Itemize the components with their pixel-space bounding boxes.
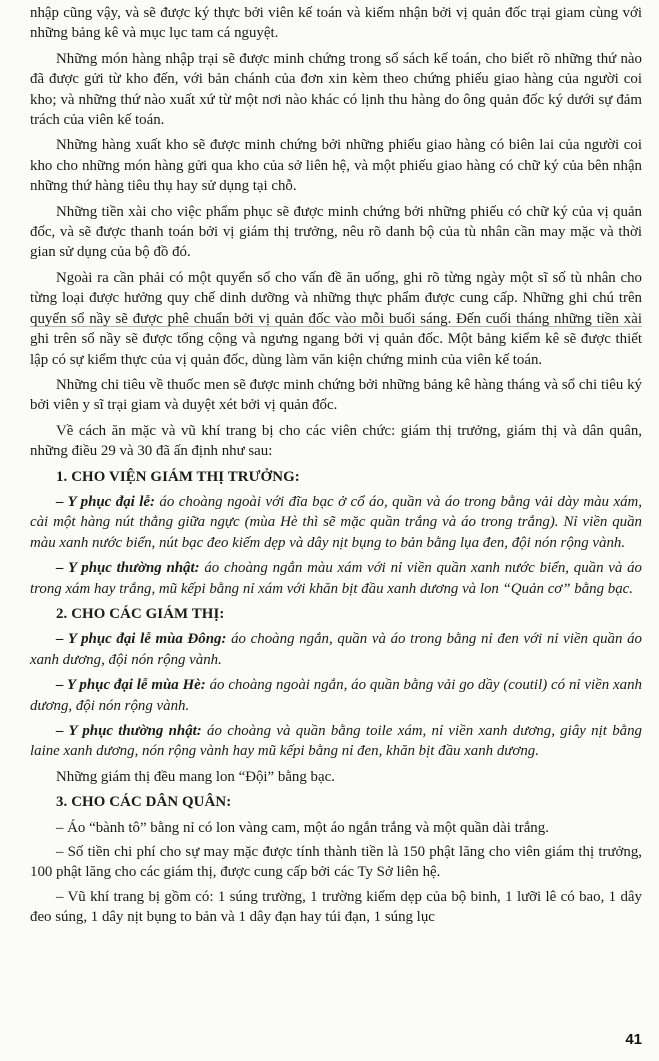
paragraph-uniform-intro: Về cách ăn mặc và vũ khí trang bị cho các viên chức: giám thị trưởng, giám thị và dân quân, những điều 29 và 30 đã ấn định như sau:	[30, 422, 642, 460]
item-text: áo choàng ngắn, quần và áo trong bằng nỉ đen với nỉ viền quần áo xanh dương, đội nón rộng vành.	[30, 631, 642, 668]
wardens-summer-dress	[30, 675, 642, 716]
militia-weapons-item: – Vũ khí trang bị gồm có: 1 súng trường, 1 trường kiếm dẹp của bộ binh, 1 lưỡi lê có bao, 1 dây đeo súng, 1 dây nịt bụng to bản và 1 dây đạn hay túi đạn, 1 súng lục	[30, 888, 642, 926]
paragraph-continuation: nhập cũng vậy, và sẽ được ký thực bởi viên kế toán và kiểm nhận bởi vị quản đốc trại giam cùng với những bảng kê và mục lục tam cá nguyệt.	[30, 5, 642, 42]
item-lead: – Y phục đại lễ mùa Hè:	[56, 677, 206, 694]
militia-clothing-cost-item: – Số tiền chi phí cho sự may mặc được tính thành tiền là 150 phật lăng cho viên giám thị trưởng, 100 phật lăng cho các giám thị, được cung cấp bởi các Ty Sở liên hệ.	[30, 844, 642, 881]
item-lead: – Y phục thường nhật:	[56, 560, 200, 577]
section-heading-militia: 3. CHO CÁC DÂN QUÂN:	[56, 794, 232, 811]
item-text: áo choàng và quần bằng toile xám, nỉ viền xanh dương, giây nịt bằng laine xanh dương, nón rộng vành hay mũ kếpi bằng nỉ đen, khăn bịt đầu xanh dương.	[30, 723, 642, 760]
item-lead: – Y phục đại lễ:	[56, 493, 155, 510]
page-number: 41	[625, 1031, 642, 1048]
wardens-winter-dress	[30, 629, 642, 670]
item-lead: – Y phục đại lễ mùa Đông:	[56, 631, 227, 648]
paragraph-food-register: Ngoài ra cần phải có một quyển sổ cho vấn đề ăn uống, ghi rõ từng ngày một sĩ số tù nhân cho từng loại được hưởng quy chế dinh dưỡng và những thực phẩm được cung cấp. Những ghi chú trên quyển sổ nầy sẽ được phê chuẩn bởi vị quản đốc vào mỗi buổi sáng. Đến cuối tháng những tiền xài ghi trên sổ nầy sẽ được tổng cộng và ngưng ngang bởi vị quản đốc. Một bảng kiểm kê sẽ được thiết lập có sự kiểm thực của vị quản đốc, dùng làm văn kiện chứng minh của viên kế toán.	[30, 269, 642, 368]
chief-warden-ceremonial-dress	[30, 492, 642, 553]
item-text: áo choàng ngắn màu xám với nỉ viền quần xanh nước biển, quần và áo trong xám hay trắng, mũ kếpi bằng nỉ xám với khăn bịt đầu xanh dương và lon “Quản cơ” bằng bạc.	[30, 560, 643, 597]
item-text: áo choàng ngoài ngắn, áo quần bằng vải go dầy (coutil) có nỉ viền xanh dương, đội nón rộng vành.	[30, 677, 642, 714]
chief-warden-daily-dress	[30, 558, 642, 599]
paragraph-medicine-expenses: Những chi tiêu về thuốc men sẽ được minh chứng bởi những bảng kê hàng tháng và sổ chi tiêu ký bởi viên y sĩ trại giam và duyệt xét bởi vị quản đốc.	[30, 376, 642, 414]
paragraph-clothing-expenses: Những tiền xài cho việc phẩm phục sẽ được minh chứng bởi những phiếu có chữ ký của vị quản đốc, và sẽ được thanh toán bởi vị giám thị trưởng, nêu rõ danh bộ của tù nhân cần may mặc và thời gian sử dụng của bộ đồ đó.	[30, 203, 642, 261]
page-body	[30, 3, 642, 932]
paragraph-incoming-goods: Những món hàng nhập trại sẽ được minh chứng trong sổ sách kế toán, cho biết rõ những thứ nào đã được gửi từ kho đến, với bản chánh của đơn xin kèm theo chứng phiếu giao hàng của người coi kho; và những thứ nào xuất xứ từ một nơi nào khác có lịnh thu hàng do ông quản đốc ký dưới sự đảm trách của viên kế toán.	[30, 50, 642, 129]
item-text: áo choàng ngoài với đĩa bạc ở cổ áo, quần và áo trong bằng vải dày màu xám, cài một hàng nút thẳng giữa ngực (mùa Hè thì sẽ mặc quần trắng và áo trong trắng). Nỉ viền quần màu xanh nước biển, nút bạc đeo kiếm dẹp và dây nịt bụng to bản bằng lụa đen, đội nón rộng vành.	[30, 493, 642, 551]
item-lead: – Y phục thường nhật:	[56, 723, 202, 739]
wardens-rank-note: Những giám thị đều mang lon “Đội” bằng bạc.	[56, 768, 335, 785]
militia-coat-item: – Áo “bành tô” bằng nỉ có lon vàng cam, một áo ngắn trắng và một quần dài trắng.	[56, 819, 549, 836]
section-heading-wardens: 2. CHO CÁC GIÁM THỊ:	[56, 605, 225, 622]
wardens-daily-dress	[30, 721, 642, 762]
section-heading-chief-warden: 1. CHO VIỆN GIÁM THỊ TRƯỞNG:	[56, 468, 300, 485]
paragraph-outgoing-goods: Những hàng xuất kho sẽ được minh chứng bởi những phiếu giao hàng có biên lai của người coi kho cho những món hàng gửi qua kho của sở liên hệ, và một phiếu giao hàng có chữ ký của bên nhận những thứ hàng tiêu thụ hay sử dụng tại chỗ.	[30, 137, 642, 195]
